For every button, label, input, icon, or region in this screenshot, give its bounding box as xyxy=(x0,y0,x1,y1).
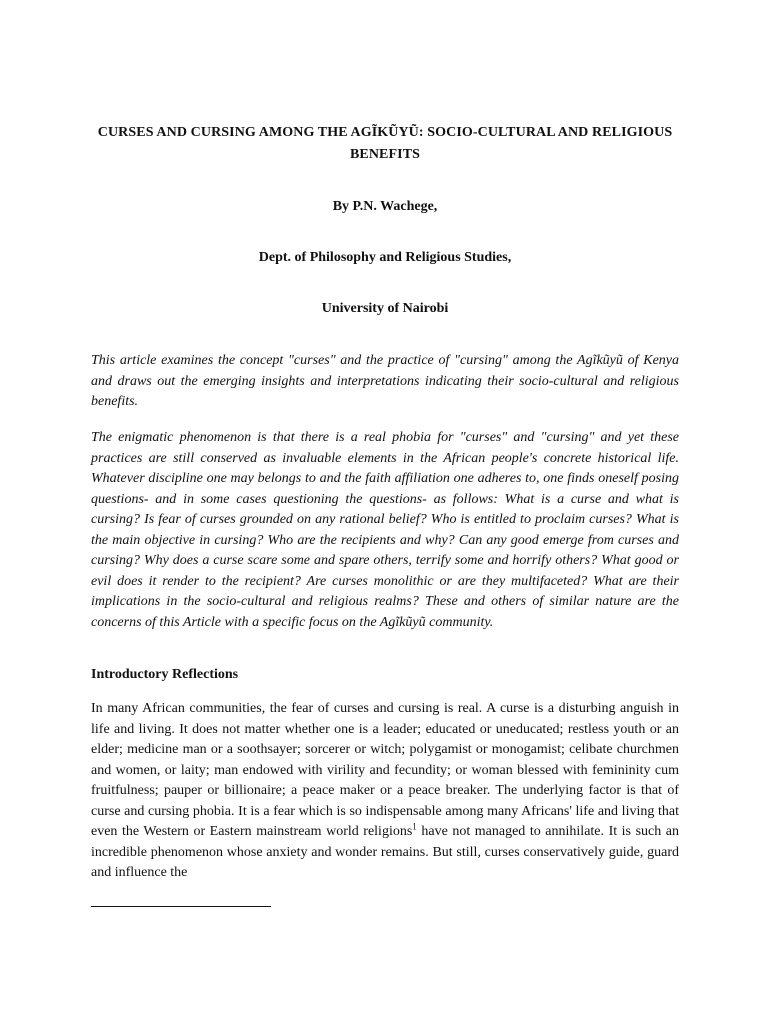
paper-title: CURSES AND CURSING AMONG THE AGĨKŨYŨ: SOCIO-CULTURAL AND RELIGIOUS BENEFITS xyxy=(97,125,673,162)
abstract-paragraph-2: The enigmatic phenomenon is that there is a real phobia for "curses" and "cursing" and yet these practices are still conserved as invaluable elements in the African people's concrete historical life. Whatever discipline one may belongs to and the faith affiliation one adheres to, one finds oneself posing questions- and in some cases questioning the questions- as follows: What is a curse and what is cursing? Is fear of curses grounded on any rational belief? Who is entitled to proclaim curses? What is the main objective in cursing? Who are the recipients and why? Can any good emerge from curses and cursing? Why does a curse scare some and spare others, terrify some and horrify others? What good or evil does it render to the recipient? Are curses monolithic or are they multifaceted? What are their implications in the socio-cultural and religious realms? These and others of similar nature are the concerns of this Article with a specific focus on the Agĩkũyũ community. xyxy=(91,430,679,630)
author-line: By P.N. Wachege, xyxy=(332,199,438,214)
footnote-marker[interactable]: 1 xyxy=(412,821,417,832)
abstract-paragraph-1: This article examines the concept "curses" and the practice of "cursing" among the Agĩkũyũ of Kenya and draws out the emerging insights and interpretations indicating their socio-cultural and religious benefits. xyxy=(91,353,679,409)
footnote-separator xyxy=(91,906,271,907)
body-paragraph xyxy=(91,699,679,884)
section-heading: Introductory Reflections xyxy=(91,667,239,682)
body-text-before-footnote: In many African communities, the fear of curses and cursing is real. A curse is a disturbing anguish in life and living. It does not matter whether one is a leader; educated or uneducated; restless youth or an elder; medicine man or a soothsayer; sorcerer or witch; polygamist or monogamist; celibate churchmen and women, or laity; man endowed with virility and fecundity; or woman blessed with femininity cum fruitfulness; pauper or billionaire; a peace maker or a peace breaker. The underlying factor is that of curse and cursing phobia. It is a fear which is so indispensable among many Africans' life and living that even the Western or Eastern mainstream world religions xyxy=(91,701,679,839)
body-text-after-footnote: have not managed to annihilate. It is such an incredible phenomenon whose anxiety and wonder remains. But still, curses conservatively guide, guard and influence the xyxy=(91,824,679,880)
department-line: Dept. of Philosophy and Religious Studies, xyxy=(258,250,512,265)
document-page xyxy=(91,0,679,1024)
university-line: University of Nairobi xyxy=(321,301,449,316)
